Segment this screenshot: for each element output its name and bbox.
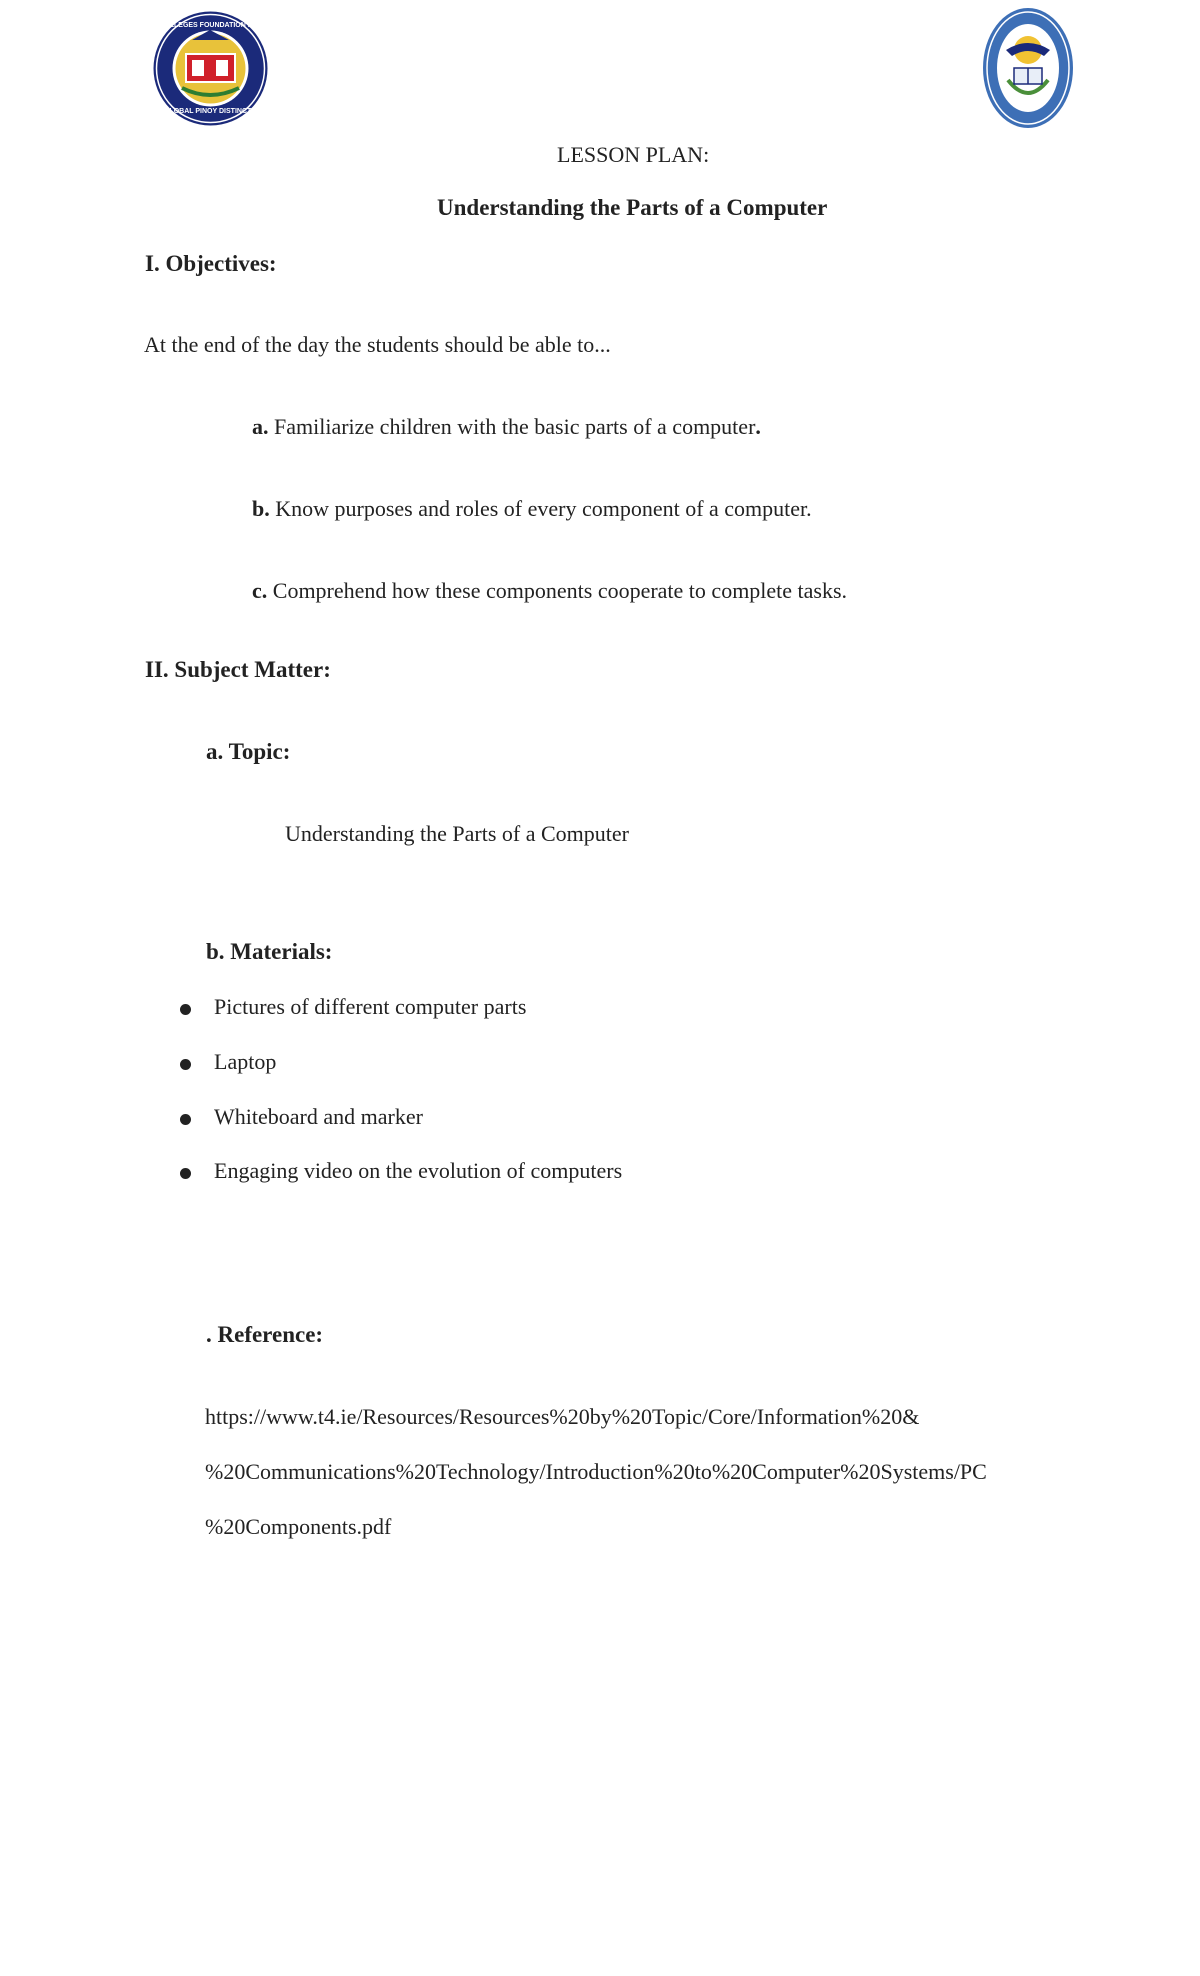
- material-item: Engaging video on the evolution of computers: [214, 1158, 623, 1183]
- topic-text: Understanding the Parts of a Computer: [285, 821, 629, 846]
- objective-item-b: [252, 496, 812, 522]
- material-item: Whiteboard and marker: [214, 1104, 423, 1129]
- school-seal-icon: [152, 10, 269, 127]
- objective-text: Familiarize children with the basic parts of a computer: [274, 414, 756, 439]
- college-crest-icon: [982, 6, 1074, 130]
- objective-item-a: [252, 414, 761, 440]
- objective-end: .: [755, 414, 761, 439]
- objective-item-c: [252, 578, 847, 604]
- svg-text:COLLEGES FOUNDATION INC.: COLLEGES FOUNDATION INC.: [159, 22, 262, 29]
- bullet-icon: [180, 1059, 191, 1070]
- objective-label: c.: [252, 578, 268, 603]
- svg-text:A GLOBAL PINOY DISTINCTION: A GLOBAL PINOY DISTINCTION: [157, 108, 264, 115]
- bullet-icon: [180, 1168, 191, 1179]
- material-item: Laptop: [214, 1049, 277, 1074]
- reference-heading: . Reference:: [206, 1322, 324, 1347]
- topic-heading: a. Topic:: [206, 739, 291, 764]
- objectives-heading: I. Objectives:: [145, 251, 277, 276]
- college-of-teacher-education-logo: [982, 6, 1074, 130]
- reference-line: %20Communications%20Technology/Introduction%20to%20Computer%20Systems/PC: [205, 1459, 987, 1484]
- school-seal-logo: [152, 10, 269, 127]
- reference-line: %20Components.pdf: [205, 1514, 392, 1539]
- objective-text: Know purposes and roles of every component of a computer.: [275, 496, 812, 521]
- objective-text: Comprehend how these components cooperate to complete tasks.: [272, 578, 848, 603]
- bullet-icon: [180, 1114, 191, 1125]
- objective-label: a.: [252, 414, 269, 439]
- lesson-title: Understanding the Parts of a Computer: [437, 195, 828, 220]
- material-item: Pictures of different computer parts: [214, 994, 527, 1019]
- bullet-icon: [180, 1004, 191, 1015]
- objective-label: b.: [252, 496, 270, 521]
- materials-heading: b. Materials:: [206, 939, 333, 964]
- objectives-intro: At the end of the day the students should be able to...: [144, 332, 611, 357]
- reference-line: https://www.t4.ie/Resources/Resources%20by%20Topic/Core/Information%20&: [205, 1404, 920, 1429]
- lesson-plan-label: LESSON PLAN:: [557, 142, 710, 167]
- subject-matter-heading: II. Subject Matter:: [145, 657, 331, 682]
